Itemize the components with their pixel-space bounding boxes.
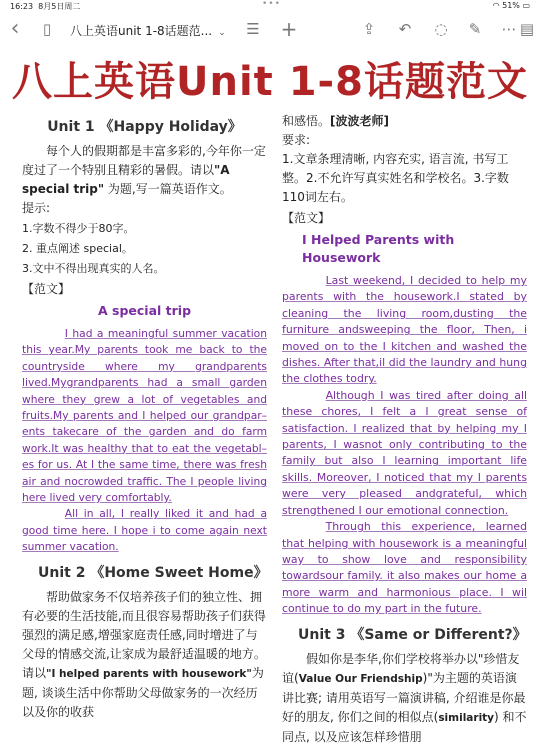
left-column xyxy=(22,112,267,722)
list-icon[interactable]: ☰ xyxy=(246,20,260,38)
essay2-paragraph: Through this experience, learned that helping with housework is a meaningful way to show love and responsibility towardsour family. it also makes our home a more warm and harmonious place. I wil continue to do my part in the future. xyxy=(282,520,527,616)
essay1-paragraph: All in all, I really liked it and had a good time here. I hope i to come again next summer vacation. xyxy=(22,507,267,554)
tip-item: 2. 重点阐述 special。 xyxy=(22,242,133,255)
add-icon[interactable]: + xyxy=(280,17,298,41)
status-battery: ◠ 51% ▭ xyxy=(492,1,530,10)
share-icon[interactable]: ⇪ xyxy=(362,20,376,38)
sidebar-icon[interactable]: ▯ xyxy=(42,20,52,38)
toolbar xyxy=(0,12,540,48)
document-title[interactable]: 八上英语unit 1-8话题范... ⌄ xyxy=(70,24,226,38)
wifi-icon: ◠ xyxy=(492,1,500,10)
essay2-paragraph: Although I was tired after doing all these chores, I felt a I great sense of satisfaction. I realized that by helping my I parents, I wasnot only contributing to the family but also I learning important life skills. Moreover, I noticed that my I parents were very pleased andgrateful, which strengthened I our emotional connection. xyxy=(282,388,527,517)
unit1-prompt: 每个人的假期都是丰富多彩的,今年你一定度过了一个特别且精彩的暑假。请以"A special trip" 为题,写一篇英语作文。 xyxy=(22,144,266,196)
tips-label: 提示: xyxy=(22,201,51,215)
back-icon[interactable]: ‹ xyxy=(10,16,20,41)
chevron-down-icon: ⌄ xyxy=(218,28,226,38)
essay2-title: I Helped Parents with Housework xyxy=(302,232,455,265)
requirements-label: 要求: xyxy=(282,133,311,147)
essay2-paragraph: Last weekend, I decided to help my parents with the housework.I stated by cleaning the living room,dusting the furniture andsweeping the floor, Then, i moved on to the I kitchen and washed the dishes. After that,il did the laundry and hung the clothes todry. xyxy=(282,274,527,386)
unit2-prompt-continued: 和感悟。[波波老师] xyxy=(282,114,389,128)
page-icon[interactable]: ▤ xyxy=(519,20,535,38)
battery-icon: ▭ xyxy=(522,1,530,10)
more-icon[interactable]: ⋯ xyxy=(501,20,517,38)
fanwen-label: 【范文】 xyxy=(22,282,71,296)
lasso-icon[interactable]: ◌ xyxy=(434,20,448,38)
pen-icon[interactable]: ✎ xyxy=(468,20,482,38)
tip-item: 1.字数不得少于80字。 xyxy=(22,222,135,235)
status-bar xyxy=(0,0,540,12)
status-time: 16:23 8月5日周二 xyxy=(10,2,81,11)
essay1-paragraph: I had a meaningful summer vacation this year.My parents took me back to the countryside where my grandparents lived.Mygrandparents had a small garden where they grew a lot of vegetables and fruits.My parents and I helped our grandpar–ents takecare of the garden and do farm work.It was healthy that to eat the vegetabl–es for us. At I the same time, there was fresh air and nocrowded traffic. The I people living here lived very comfortably. xyxy=(22,327,267,505)
unit3-prompt: 假如你是李华,你们学校将举办以"珍惜友谊(Value Our Friendship)"为主题的英语演讲比赛; 请用英语写一篇演讲稿, 介绍谁是你最好的朋友, 你们之间的相似点(similarity) 和不同点, 以及应该怎样珍惜朋 xyxy=(282,651,527,744)
unit2-heading: Unit 2 《Home Sweet Home》 xyxy=(38,564,268,581)
unit3-heading: Unit 3 《Same or Different?》 xyxy=(298,626,527,643)
fanwen-label: 【范文】 xyxy=(282,211,331,225)
undo-icon[interactable]: ↶ xyxy=(398,20,412,38)
requirements-text: 1.文章条理清晰, 内容充实, 语言流, 书写工整。2.不允许写真实姓名和学校名。3.字数110词左右。 xyxy=(282,152,509,204)
page-title: 八上英语Unit 1-8话题范文 xyxy=(12,59,528,105)
essay1-title: A special trip xyxy=(97,303,192,318)
tip-item: 3.文中不得出现真实的人名。 xyxy=(22,262,165,275)
unit2-prompt: 帮助做家务不仅培养孩子们的独立性、拥有必要的生活技能,而且很容易帮助孩子们获得强烈的满足感,增强家庭责任感,同时增进了与父母的情感交流,让家成为最舒适温暖的地方。请以"I helped parents with housework"为题, 谈谈生活中你帮助父母做家务的一次经历以及你的收获 xyxy=(22,589,266,719)
multitask-dots-icon[interactable]: ••• xyxy=(262,0,281,9)
unit1-heading: Unit 1 《Happy Holiday》 xyxy=(47,119,242,135)
right-column xyxy=(282,112,527,747)
